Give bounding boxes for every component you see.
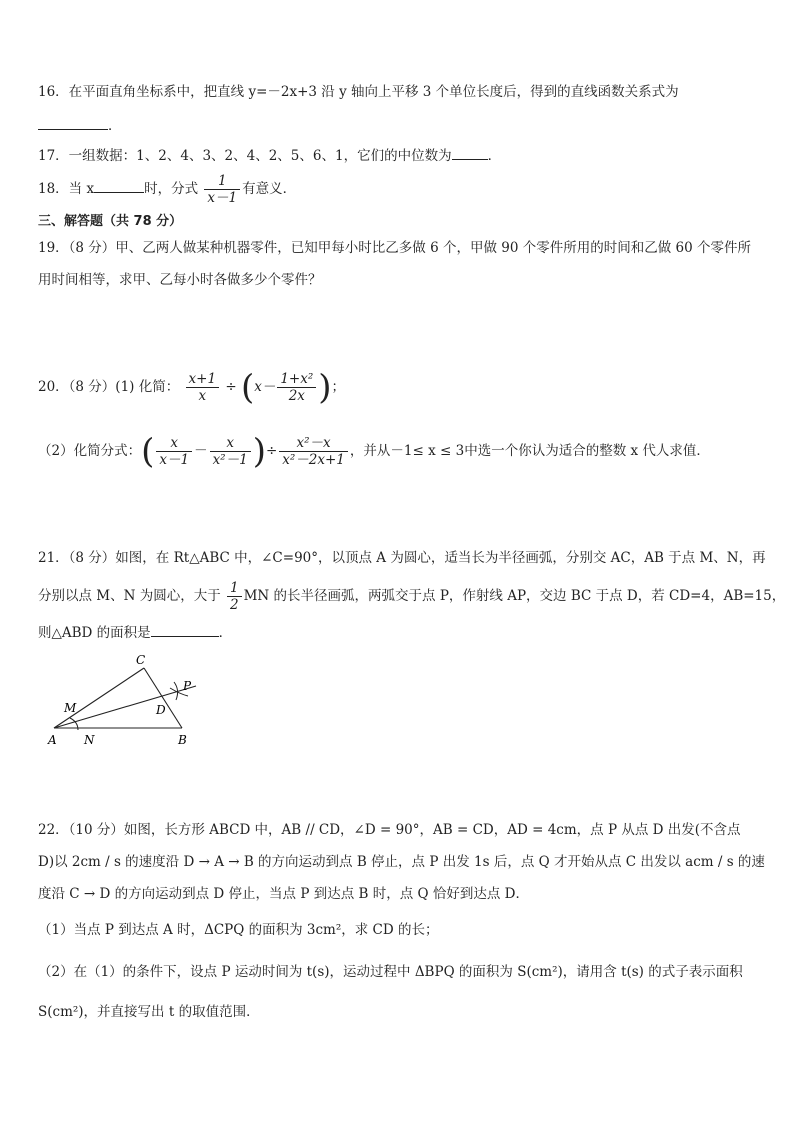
- q21-line2: [38, 578, 785, 614]
- q22-line1: 22．（10 分）如图，长方形 ABCD 中，AB // CD，∠D = 90°，AB = CD，AD = 4cm，点 P 从点 D 出发(不含点: [38, 822, 741, 838]
- q20-p2-frac3: [279, 435, 348, 468]
- q16-line1: [38, 82, 679, 102]
- q16-text: 16．在平面直角坐标系中，把直线 y=－2x+3 沿 y 轴向上平移 3 个单位长度后，得到的直线函数关系式为: [38, 84, 679, 100]
- q22-part3: S(cm²)，并直接写出 t 的取值范围．: [38, 1004, 260, 1020]
- q20-p2-f3-num: x²－x: [279, 435, 348, 452]
- q22-part2: （2）在（1）的条件下，设点 P 运动时间为 t(s)，运动过程中 ΔBPQ 的面积为 S(cm²)，请用含 t(s) 的式子表示面积: [38, 964, 743, 980]
- label-p: P: [183, 679, 192, 693]
- q17-text: 17．一组数据：1、2、4、3、2、4、2、5、6、1，它们的中位数为: [38, 148, 452, 164]
- q20-p2-f1-den: x－1: [159, 452, 190, 468]
- q20-p2-label: （2）化简分式：: [38, 443, 142, 459]
- q20-p2-div: ÷: [265, 443, 278, 459]
- q18-answer-blank[interactable]: [94, 178, 144, 193]
- q22-line2: D)以 2cm / s 的速度沿 D → A → B 的方向运动到点 B 停止，点 P 出发 1s 后，点 Q 才开始从点 C 出发以 acm / s 的速: [38, 854, 765, 870]
- label-a: A: [48, 733, 57, 747]
- q20-p1-frac: [186, 371, 220, 404]
- q21-line1: 21．（8 分）如图，在 Rt△ABC 中，∠C=90°，以顶点 A 为圆心，适当长为半径画弧，分别交 AC，AB 于点 M、N，再: [38, 550, 766, 566]
- q18-mid: 时，分式: [144, 181, 199, 197]
- label-d: D: [156, 703, 166, 717]
- q20-p2-f2-den: x²－1: [212, 452, 248, 468]
- q20-p1-x: x－: [254, 379, 276, 395]
- label-m: M: [64, 701, 77, 715]
- q17-line: [38, 145, 501, 166]
- left-paren: (: [240, 367, 255, 408]
- q17-answer-blank[interactable]: [452, 145, 488, 160]
- q20-p1-div: ÷: [225, 379, 237, 395]
- q20-p1-label: 20．（8 分）(1) 化简：: [38, 379, 180, 395]
- q20-part1: [38, 364, 345, 410]
- q21-half-num: 1: [227, 580, 242, 597]
- q19-line1: 19．（8 分）甲、乙两人做某种机器零件，已知甲每小时比乙多做 6 个，甲做 90 个零件所用的时间和乙做 60 个零件所: [38, 240, 752, 256]
- q18-line: [38, 172, 296, 206]
- q20-p2-f3-den: x²－2x+1: [282, 452, 345, 468]
- q19-line2: 用时间相等，求甲、乙每小时各做多少个零件？: [38, 272, 322, 288]
- q20-p1-inner-num: 1+x²: [277, 371, 316, 388]
- q16-answer-blank[interactable]: [38, 115, 108, 130]
- q20-p2-frac2: [210, 435, 251, 468]
- q20-p1-inner-frac: [277, 371, 316, 404]
- q18-fraction: [204, 173, 240, 206]
- q21-line3: [38, 622, 232, 643]
- triangle-diagram: [40, 652, 210, 752]
- right-paren: ): [318, 367, 332, 408]
- segment-ac: [54, 668, 144, 728]
- q21-answer-blank[interactable]: [151, 622, 219, 637]
- q22-line3: 度沿 C → D 的方向运动到点 D 停止，当点 P 到达点 B 时，点 Q 恰好到达点 D．: [38, 886, 529, 902]
- q18-post: 有意义．: [242, 181, 297, 197]
- q16-line2: [38, 115, 122, 136]
- q21-line3-end: ．: [218, 625, 233, 641]
- section-title: 三、解答题（共 78 分）: [38, 214, 183, 229]
- q20-p2-f2-num: x: [210, 435, 251, 452]
- q20-p2-end: ，并从－1≤ x ≤ 3中选一个你认为适合的整数 x 代人求值．: [349, 443, 710, 459]
- q18-den: x－1: [207, 190, 238, 206]
- q18-pre: 18．当 x: [38, 181, 95, 197]
- q18-num: 1: [204, 173, 240, 190]
- right-paren: ): [252, 431, 266, 472]
- q22-part1: （1）当点 P 到达点 A 时，ΔCPQ 的面积为 3cm²，求 CD 的长；: [38, 922, 439, 938]
- q21-line3-pre: 则△ABD 的面积是: [38, 625, 151, 641]
- label-n: N: [84, 733, 95, 747]
- q21-half-den: 2: [230, 597, 239, 613]
- label-c: C: [136, 653, 146, 667]
- q17-end: ．: [487, 148, 502, 164]
- label-b: B: [178, 733, 187, 747]
- q21-half-frac: [227, 580, 242, 613]
- q16-end: ．: [108, 118, 122, 134]
- left-paren: (: [141, 431, 155, 472]
- q20-part2: [38, 428, 710, 474]
- q20-p2-minus: －: [194, 443, 208, 459]
- q20-p1-num: x+1: [186, 371, 220, 388]
- q20-p1-end: ；: [331, 379, 346, 395]
- q21-line2-post: MN 的长半径画弧，两弧交于点 P，作射线 AP，交边 BC 于点 D，若 CD=4，AB=15，: [243, 588, 786, 604]
- q20-p2-f1-num: x: [156, 435, 192, 452]
- q20-p1-den: x: [198, 388, 207, 404]
- q20-p2-frac1: [156, 435, 192, 468]
- q20-p1-inner-den: 2x: [288, 388, 305, 404]
- q21-line2-pre: 分别以点 M、N 为圆心，大于: [38, 588, 221, 604]
